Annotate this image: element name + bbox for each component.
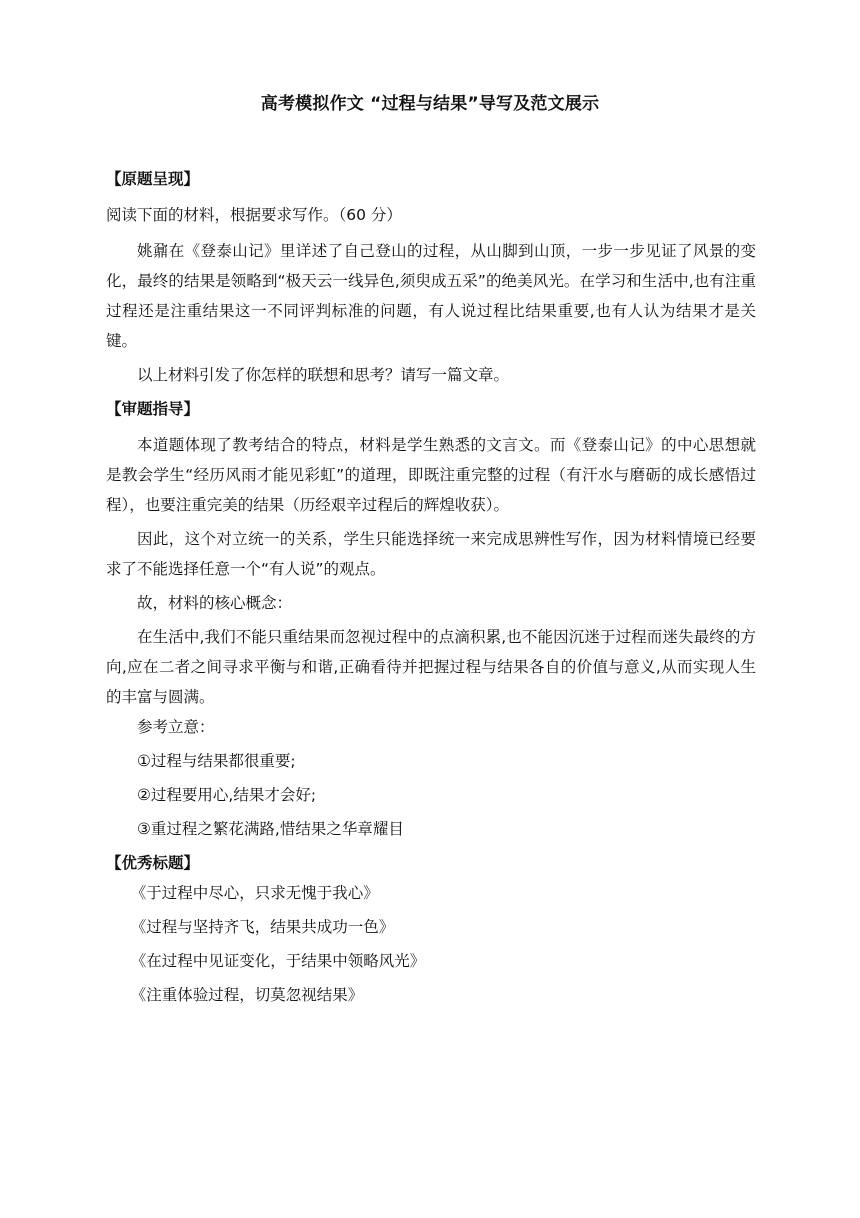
material-paragraph: 姚鼐在《登泰山记》里详述了自己登山的过程，从山脚到山顶，一步一步见证了风景的变化，最终的结果是领略到“极天云一线异色,须臾成五采”的绝美风光。在学习和生活中,也有注重过程还是注重结果这一不同评判标准的问题，有人说过程比结果重要,也有人认为结果才是关键。 [106,242,756,350]
material-question: 以上材料引发了你怎样的联想和思考？请写一篇文章。 [137,366,510,384]
section-heading-original: 【原题呈现】 [106,170,200,188]
excellent-title-item: 《过程与坚持齐飞，结果共成功一色》 [130,918,395,936]
document-body [106,164,756,1014]
excellent-title-item: 《于过程中尽心，只求无愧于我心》 [130,884,379,902]
excellent-title-item: 《注重体验过程，切莫忽视结果》 [130,986,364,1004]
reference-label: 参考立意： [137,718,215,736]
reference-item: ②过程要用心,结果才会好; [137,786,317,804]
section-heading-titles: 【优秀标题】 [106,854,200,872]
section-heading-guidance: 【审题指导】 [106,400,200,418]
guidance-paragraph-2: 因此，这个对立统一的关系，学生只能选择统一来完成思辨性写作，因为材料情境已经要求了不能选择任意一个“有人说”的观点。 [106,530,756,578]
guidance-paragraph-3: 故，材料的核心概念： [137,594,293,612]
reference-item: ①过程与结果都很重要; [137,752,296,770]
guidance-paragraph-1: 本道题体现了教考结合的特点，材料是学生熟悉的文言文。而《登泰山记》的中心思想就是教会学生“经历风雨才能见彩虹”的道理，即既注重完整的过程（有汗水与磨砺的成长感悟过程），也要注重完美的结果（历经艰辛过程后的辉煌收获）。 [106,436,756,514]
instruction-text: 阅读下面的材料，根据要求写作。（60 分） [106,206,402,224]
guidance-paragraph-4: 在生活中,我们不能只重结果而忽视过程中的点滴积累,也不能因沉迷于过程而迷失最终的方向,应在二者之间寻求平衡与和谐,正确看待并把握过程与结果各自的价值与意义,从而实现人生的丰富与圆满。 [106,628,756,706]
excellent-title-item: 《在过程中见证变化，于结果中领略风光》 [130,952,426,970]
page-title: 高考模拟作文 “过程与结果”导写及范文展示 [260,94,600,114]
reference-item: ③重过程之繁花满路,惜结果之华章耀目 [137,820,404,838]
